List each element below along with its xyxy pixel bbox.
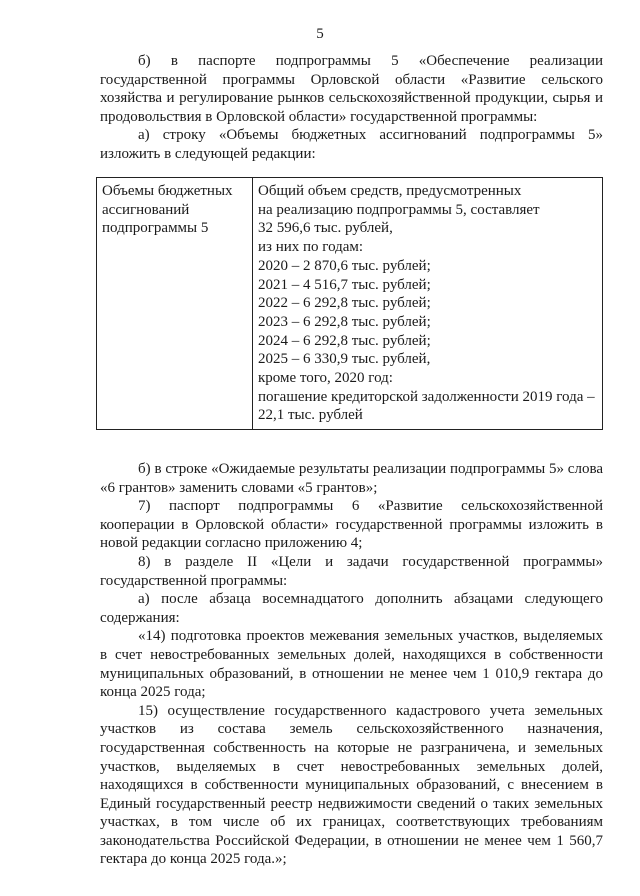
value-line: из них по годам:	[258, 239, 364, 256]
value-line: 2024 – 6 292,8 тыс. рублей;	[258, 332, 431, 349]
paragraph-item-b: б) в паспорте подпрограммы 5 «Обеспечение реализации государственной программы Орловской области «Развитие сельского хозяйства и регулирование рынков сельскохозяйственной продукции, сырья и продовольствия в Орловской области» государственной программы:	[100, 53, 603, 125]
value-line: 2021 – 4 516,7 тыс. рублей;	[258, 276, 431, 293]
value-line: Общий объем средств, предусмотренных	[258, 183, 522, 199]
body-section	[100, 460, 603, 869]
intro-section	[100, 52, 603, 164]
table-cell-value	[253, 178, 603, 430]
paragraph-item-8a: а) после абзаца восемнадцатого дополнить абзацами следующего содержания:	[100, 591, 603, 626]
value-line: 2025 – 6 330,9 тыс. рублей,	[258, 351, 431, 368]
value-line: погашение кредиторской задолженности 2019 года –	[258, 388, 595, 405]
budget-table	[96, 177, 603, 430]
value-line: кроме того, 2020 год:	[258, 370, 393, 387]
value-line: 2023 – 6 292,8 тыс. рублей;	[258, 313, 431, 330]
value-line: 32 596,6 тыс. рублей,	[258, 220, 393, 237]
table-cell-label	[97, 178, 253, 430]
value-line: 22,1 тыс. рублей	[258, 407, 363, 424]
label-line: подпрограммы 5	[102, 220, 209, 237]
label-line: ассигнований	[102, 201, 190, 218]
label-line: Объемы бюджетных	[102, 183, 233, 199]
value-line: 2020 – 2 870,6 тыс. рублей;	[258, 257, 431, 274]
paragraph-item-a: а) строку «Объемы бюджетных ассигнований подпрограммы 5» изложить в следующей редакции:	[100, 127, 603, 162]
page-number: 5	[316, 26, 324, 42]
paragraph-item-8: 8) в разделе II «Цели и задачи государственной программы» государственной программы:	[100, 553, 603, 589]
paragraph-item-b2: б) в строке «Ожидаемые результаты реализации подпрограммы 5» слова «6 грантов» заменить словами «5 грантов»;	[100, 461, 603, 496]
paragraph-item-15: 15) осуществление государственного кадастрового учета земельных участков из состава земель сельскохозяйственного назначения, государственная собственность на которые не разграничена, и земельных участков, выделяемых в счет невостребованных земельных долей, находящихся в собственности муниципальных образований, с внесением в Единый государственный реестр недвижимости сведений о таких земельных участках, в том числе об их границах, соответствующих требованиям законодательства Российской Федерации, в отношении не менее чем 1 560,7 гектара до конца 2025 года.»;	[100, 702, 603, 868]
paragraph-item-7: 7) паспорт подпрограммы 6 «Развитие сельскохозяйственной кооперации в Орловской области» государственной программы изложить в новой редакции согласно приложению 4;	[100, 498, 603, 552]
value-line: на реализацию подпрограммы 5, составляет	[258, 201, 540, 218]
paragraph-item-14: «14) подготовка проектов межевания земельных участков, выделяемых в счет невостребованных земельных долей, находящихся в собственности муниципальных образований, в отношении не менее чем 1 010,9 гектара до конца 2025 года;	[100, 628, 603, 701]
table-row	[97, 178, 603, 430]
value-line: 2022 – 6 292,8 тыс. рублей;	[258, 295, 431, 312]
